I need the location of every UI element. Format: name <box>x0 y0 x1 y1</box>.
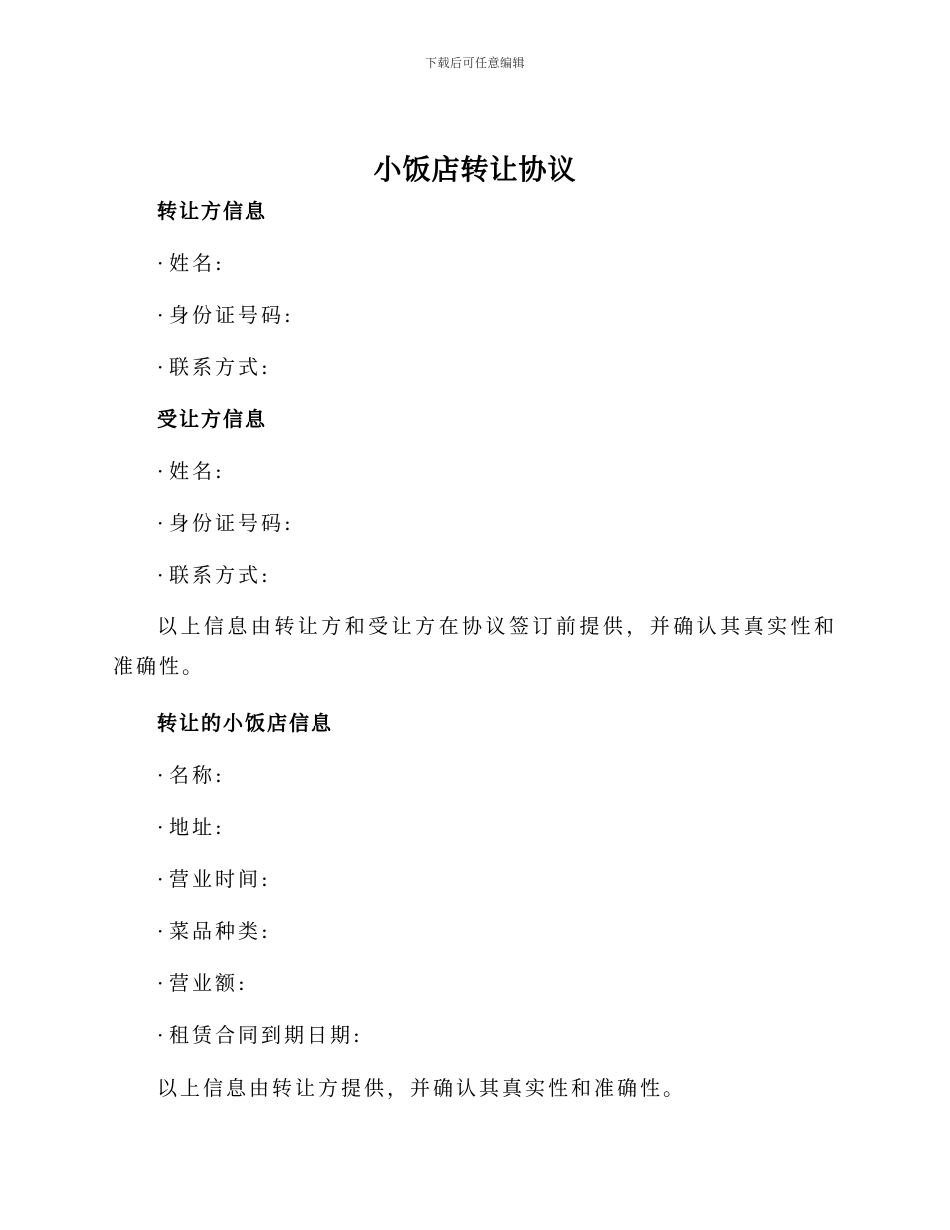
bullet-mark: · <box>157 1023 167 1047</box>
restaurant-fields <box>113 760 837 1050</box>
header-note: 下载后可任意编辑 <box>424 56 525 70</box>
field-label: 身份证号码: <box>169 511 294 535</box>
field-label: 姓名: <box>169 251 225 275</box>
restaurant-name-field <box>113 760 837 790</box>
bullet-mark: · <box>157 303 167 327</box>
document-title: 小饭店转让协议 <box>373 153 577 186</box>
bullet-mark: · <box>157 511 167 535</box>
restaurant-cuisine-field <box>113 916 837 946</box>
transferor-id-field <box>113 300 837 330</box>
field-label: 名称: <box>169 763 225 787</box>
bullet-mark: · <box>157 251 167 275</box>
field-label: 菜品种类: <box>169 919 271 943</box>
transferor-name-field <box>113 248 837 278</box>
bullet-mark: · <box>157 563 167 587</box>
field-label: 营业额: <box>169 971 248 995</box>
field-label: 营业时间: <box>169 867 271 891</box>
field-label: 租赁合同到期日期: <box>169 1023 363 1047</box>
bullet-mark: · <box>157 355 167 379</box>
transferor-heading: 转让方信息 <box>157 199 267 223</box>
field-label: 联系方式: <box>169 355 271 379</box>
restaurant-address-field <box>113 812 837 842</box>
parties-note-paragraph: 以上信息由转让方和受让方在协议签订前提供，并确认其真实性和准确性。 <box>113 614 837 678</box>
bullet-mark: · <box>157 459 167 483</box>
transferee-heading: 受让方信息 <box>157 407 267 431</box>
field-label: 姓名: <box>169 459 225 483</box>
restaurant-lease-expiry-field <box>113 1020 837 1050</box>
transferee-id-field <box>113 508 837 538</box>
bullet-mark: · <box>157 919 167 943</box>
field-label: 地址: <box>169 815 225 839</box>
restaurant-heading: 转让的小饭店信息 <box>157 711 333 735</box>
transferee-name-field <box>113 456 837 486</box>
field-label: 联系方式: <box>169 563 271 587</box>
field-label: 身份证号码: <box>169 303 294 327</box>
bullet-mark: · <box>157 971 167 995</box>
document-body <box>113 196 837 1108</box>
transferee-fields <box>113 456 837 590</box>
restaurant-revenue-field <box>113 968 837 998</box>
restaurant-note-paragraph: 以上信息由转让方提供，并确认其真实性和准确性。 <box>157 1076 686 1100</box>
bullet-mark: · <box>157 763 167 787</box>
bullet-mark: · <box>157 867 167 891</box>
transferor-fields <box>113 248 837 382</box>
transferee-contact-field <box>113 560 837 590</box>
transferor-contact-field <box>113 352 837 382</box>
restaurant-hours-field <box>113 864 837 894</box>
bullet-mark: · <box>157 815 167 839</box>
